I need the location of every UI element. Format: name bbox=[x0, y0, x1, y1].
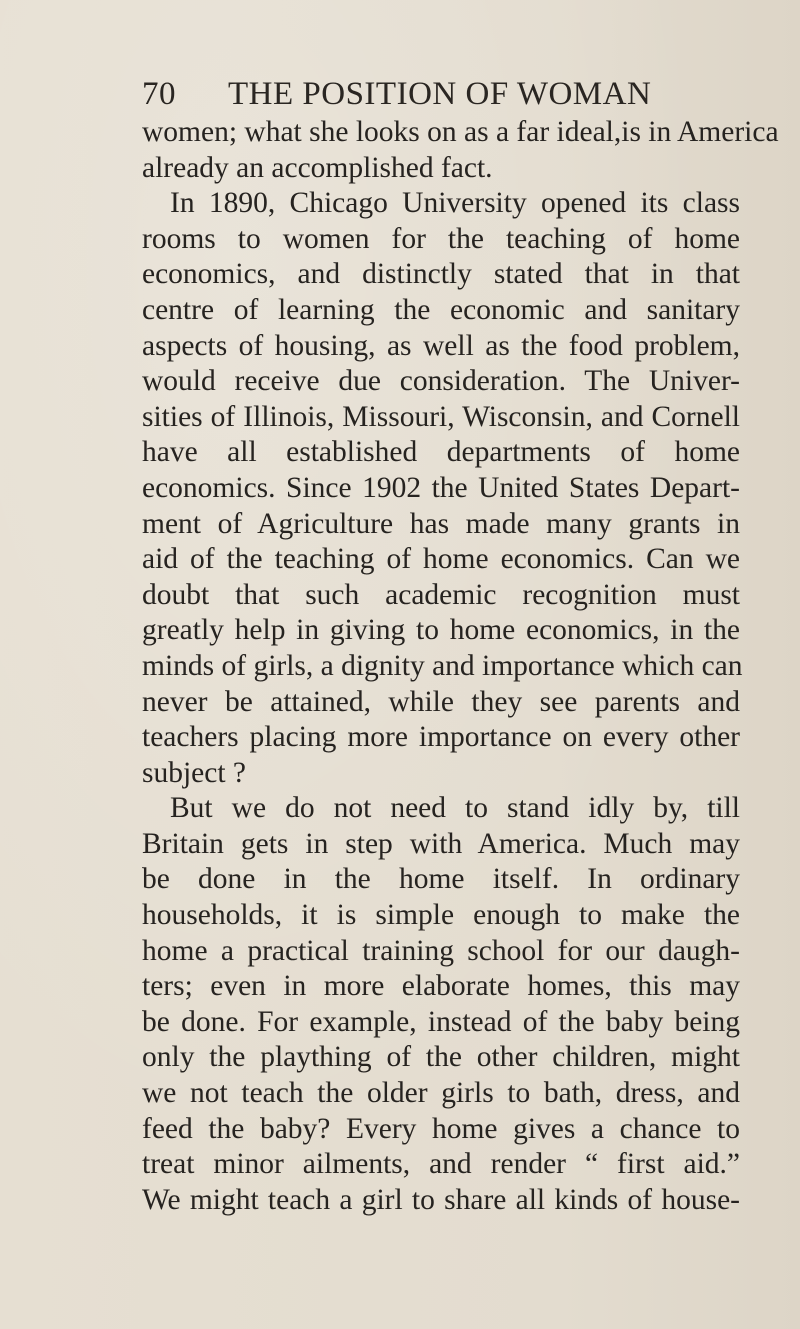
text-line: feed the baby? Every home gives a chance to bbox=[142, 1112, 740, 1145]
text-line: economics. Since 1902 the United States Depart- bbox=[142, 471, 740, 504]
text-line: subject ? bbox=[142, 756, 247, 789]
text-line: never be attained, while they see parents and bbox=[142, 685, 740, 718]
text-line: would receive due consideration. The Univer- bbox=[142, 365, 740, 398]
text-line: be done. For example, instead of the baby being bbox=[142, 1005, 740, 1038]
text-line: But we do not need to stand idly by, till bbox=[170, 792, 740, 825]
text-line: be done in the home itself. In ordinary bbox=[142, 863, 740, 896]
text-line: aspects of housing, as well as the food problem, bbox=[142, 329, 740, 362]
text-line: only the plaything of the other children, might bbox=[142, 1041, 740, 1074]
running-title: THE POSITION OF WOMAN bbox=[228, 76, 652, 112]
text-line: ters; even in more elaborate homes, this may bbox=[142, 970, 740, 1003]
text-line: teachers placing more importance on every other bbox=[142, 721, 740, 754]
text-line: centre of learning the economic and sanitary bbox=[142, 293, 740, 326]
text-line: women; what she looks on as a far ideal,is in America bbox=[142, 116, 779, 148]
page-number: 70 bbox=[142, 76, 176, 112]
text-line: aid of the teaching of home economics. Can we bbox=[142, 543, 740, 576]
text-line: Britain gets in step with America. Much may bbox=[142, 827, 740, 860]
text-line: minds of girls, a dignity and importance which can bbox=[142, 649, 743, 682]
text-line: treat minor ailments, and render “ first aid.” bbox=[142, 1148, 740, 1181]
text-line: have all established departments of home bbox=[142, 436, 740, 469]
text-line: ment of Agriculture has made many grants in bbox=[142, 507, 740, 540]
text-line: economics, and distinctly stated that in that bbox=[142, 258, 740, 291]
text-line: home a practical training school for our daugh- bbox=[142, 934, 740, 967]
text-line: we not teach the older girls to bath, dress, and bbox=[142, 1077, 740, 1110]
text-line: households, it is simple enough to make the bbox=[142, 899, 740, 932]
text-line: sities of Illinois, Missouri, Wisconsin, and Cornell bbox=[142, 400, 740, 433]
page-header bbox=[142, 72, 662, 116]
body-text bbox=[142, 115, 779, 1218]
text-line: rooms to women for the teaching of home bbox=[142, 222, 740, 255]
text-line: greatly help in giving to home economics, in the bbox=[142, 614, 740, 647]
text-line: We might teach a girl to share all kinds of house- bbox=[142, 1183, 740, 1216]
text-line: already an accomplished fact. bbox=[142, 151, 493, 184]
text-line: doubt that such academic recognition must bbox=[142, 578, 740, 611]
text-line: In 1890, Chicago University opened its class bbox=[170, 187, 740, 220]
